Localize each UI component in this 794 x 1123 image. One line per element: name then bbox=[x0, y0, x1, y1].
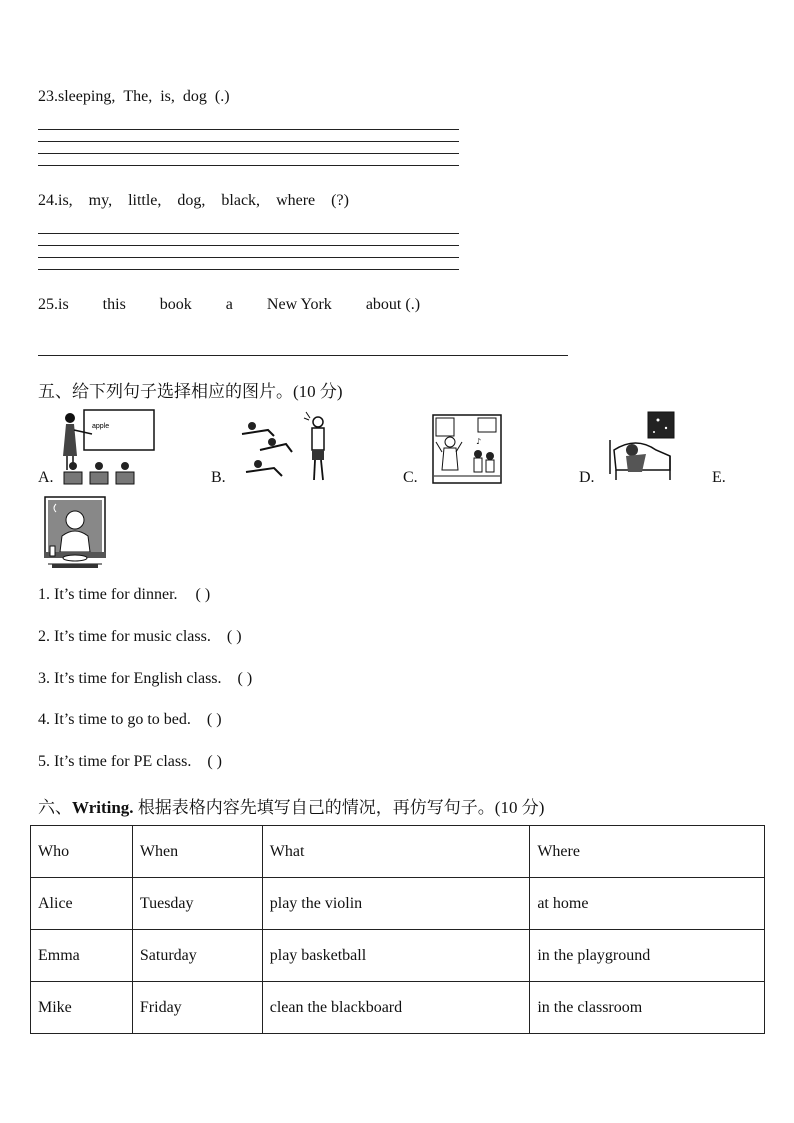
picture-e bbox=[44, 496, 106, 570]
table-cell: at home bbox=[530, 878, 765, 930]
sentence-text: 5. It’s time for PE class. bbox=[38, 753, 192, 770]
word: this bbox=[102, 296, 126, 313]
word: about (.) bbox=[365, 296, 421, 313]
answer-blank[interactable]: ( ) bbox=[226, 628, 242, 645]
section-6-rest: 根据表格内容先填写自己的情况，再仿写句子。(10 分) bbox=[133, 798, 545, 817]
section-5-title: 五、给下列句子选择相应的图片。(10 分) bbox=[38, 382, 343, 401]
question-25 bbox=[38, 296, 420, 314]
word: where bbox=[276, 192, 316, 209]
sentence-text: 4. It’s time to go to bed. bbox=[38, 711, 191, 728]
picture-c bbox=[432, 414, 502, 484]
table-cell: Tuesday bbox=[132, 878, 262, 930]
word: is bbox=[58, 296, 69, 313]
word: book bbox=[159, 296, 192, 313]
sentence-text: 2. It’s time for music class. bbox=[38, 628, 211, 645]
word: New York bbox=[266, 296, 332, 313]
answer-line[interactable] bbox=[38, 153, 459, 154]
word: black, bbox=[221, 192, 261, 209]
picture-label-a: A. bbox=[38, 469, 54, 486]
question-23 bbox=[38, 88, 230, 106]
sentence-text: 3. It’s time for English class. bbox=[38, 670, 222, 687]
table-cell: Emma bbox=[31, 930, 133, 982]
answer-line[interactable] bbox=[38, 355, 568, 356]
word: little, bbox=[128, 192, 162, 209]
table-cell: clean the blackboard bbox=[262, 982, 530, 1034]
word: my, bbox=[88, 192, 113, 209]
table-cell: play basketball bbox=[262, 930, 530, 982]
sentence-3 bbox=[38, 670, 252, 688]
word: dog, bbox=[177, 192, 206, 209]
table-row bbox=[31, 982, 765, 1034]
table-row bbox=[31, 878, 765, 930]
picture-b bbox=[238, 410, 334, 484]
answer-line[interactable] bbox=[38, 269, 459, 270]
word: sleeping, bbox=[58, 88, 116, 105]
table-cell: Friday bbox=[132, 982, 262, 1034]
table-cell: in the playground bbox=[530, 930, 765, 982]
activity-table bbox=[30, 825, 765, 1034]
answer-blank[interactable]: ( ) bbox=[207, 753, 222, 770]
word: (?) bbox=[331, 192, 349, 209]
section-6-prefix: 六、 bbox=[38, 798, 72, 817]
answer-line[interactable] bbox=[38, 245, 459, 246]
answer-line[interactable] bbox=[38, 165, 459, 166]
header-cell: Where bbox=[530, 826, 765, 878]
bed-night-icon bbox=[606, 410, 676, 482]
word: (.) bbox=[214, 88, 230, 105]
header-cell: What bbox=[262, 826, 530, 878]
sentence-4 bbox=[38, 711, 222, 729]
word: dog bbox=[182, 88, 207, 105]
question-number: 23. bbox=[38, 88, 58, 105]
answer-line[interactable] bbox=[38, 141, 459, 142]
word: a bbox=[225, 296, 233, 313]
word: is, bbox=[160, 88, 175, 105]
answer-blank[interactable]: ( ) bbox=[237, 670, 253, 687]
answer-line[interactable] bbox=[38, 233, 459, 234]
music-class-icon bbox=[432, 414, 502, 484]
question-number: 24. bbox=[38, 192, 58, 209]
sentence-text: 1. It’s time for dinner. bbox=[38, 586, 178, 603]
section-6-title bbox=[38, 793, 544, 818]
word: is, bbox=[58, 192, 73, 209]
header-cell: When bbox=[132, 826, 262, 878]
header-cell: Who bbox=[31, 826, 133, 878]
sentence-2 bbox=[38, 628, 242, 646]
sentence-5 bbox=[38, 753, 222, 771]
question-number: 25. bbox=[38, 296, 58, 313]
question-24 bbox=[38, 192, 349, 210]
section-6-bold: Writing. bbox=[72, 798, 134, 817]
picture-label-e: E. bbox=[712, 469, 726, 486]
picture-a bbox=[58, 408, 158, 486]
answer-line[interactable] bbox=[38, 257, 459, 258]
picture-d bbox=[606, 410, 676, 482]
sentence-1 bbox=[38, 586, 210, 604]
picture-label-c: C. bbox=[403, 469, 418, 486]
table-header-row bbox=[31, 826, 765, 878]
answer-blank[interactable]: ( ) bbox=[195, 586, 211, 603]
picture-label-d: D. bbox=[579, 469, 595, 486]
word: The, bbox=[123, 88, 153, 105]
svg-text:♪: ♪ bbox=[476, 437, 482, 446]
teacher-blackboard-icon bbox=[58, 408, 158, 486]
table-cell: Saturday bbox=[132, 930, 262, 982]
table-cell: play the violin bbox=[262, 878, 530, 930]
pe-exercise-icon bbox=[238, 410, 334, 484]
picture-label-b: B. bbox=[211, 469, 226, 486]
table-cell: Mike bbox=[31, 982, 133, 1034]
table-cell: Alice bbox=[31, 878, 133, 930]
blackboard-caption: apple bbox=[92, 423, 110, 430]
dinner-window-icon bbox=[44, 496, 106, 570]
answer-blank[interactable]: ( ) bbox=[206, 711, 222, 728]
table-row bbox=[31, 930, 765, 982]
table-cell: in the classroom bbox=[530, 982, 765, 1034]
answer-line[interactable] bbox=[38, 129, 459, 130]
